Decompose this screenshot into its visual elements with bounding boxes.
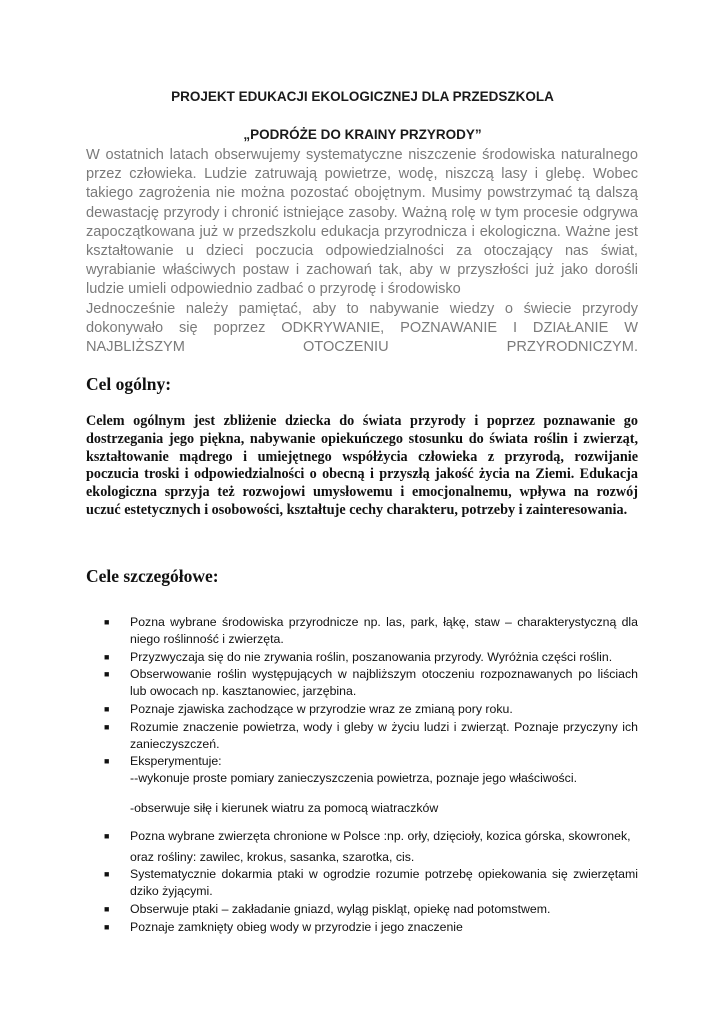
- list-item-text: Przyzwyczaja się do nie zrywania roślin, poszanowania przyrody. Wyróżnia części roślin.: [130, 649, 613, 664]
- list-item-text: Rozumie znaczenie powietrza, wody i gleby w życiu ludzi i zwierząt. Poznaje przyczyny ich zanieczyszczeń.: [130, 719, 638, 751]
- square-bullet-icon: ■: [104, 721, 110, 732]
- list-item: [104, 828, 638, 866]
- experiment-subitem-1: --wykonuje proste pomiary zanieczyszczenia powietrza, poznaje jego właściwości.: [130, 771, 577, 786]
- detailed-goals-heading: Cele szczegółowe:: [86, 566, 219, 586]
- square-bullet-icon: ■: [104, 651, 110, 662]
- list-item: [104, 719, 638, 753]
- list-item: [104, 919, 638, 936]
- square-bullet-icon: ■: [104, 756, 110, 767]
- intro-paragraph-2: Jednocześnie należy pamiętać, aby to nabywanie wiedzy o świecie przyrody dokonywało się poprzez ODKRYWANIE, POZNAWANIE I DZIAŁANIE W NAJBLIŻSZYM OTOCZENIU PRZYRODNICZYM.: [86, 300, 638, 356]
- list-item: [104, 649, 638, 666]
- list-item: [104, 614, 638, 648]
- general-goal-text: Celem ogólnym jest zbliżenie dziecka do świata przyrody i poprzez poznawanie go dostrzegania jego piękna, nabywanie opiekuńczego stosunku do świata roślin i zwierząt, kształtowanie mądrego i umiejętnego współżycia człowieka z przyrodą, rozwijanie poczucia troski i odpowiedzialności o obecną i przyszłą jakość życia na Ziemi. Edukacja ekologiczna sprzyja też rozwojowi umysłowemu i emocjonalnemu, wpływa na rozwój uczuć estetycznych i osobowości, kształtuje cechy charakteru, potrzeby i zainteresowania.: [86, 413, 638, 518]
- list-item-text: Obserwowanie roślin występujących w najbliższym otoczeniu rozpoznawanych po liściach lub owocach np. kasztanowiec, jarzębina.: [130, 667, 638, 699]
- document-subtitle: „PODRÓŻE DO KRAINY PRZYRODY”: [243, 127, 482, 142]
- list-item-text: Obserwuje ptaki – zakładanie gniazd, wyląg piskląt, opiekę nad potomstwem.: [130, 901, 551, 916]
- list-item-text: Pozna wybrane zwierzęta chronione w Polsce :np. orły, dzięcioły, kozica górska, skowronek,: [130, 828, 631, 843]
- list-item-text: Eksperymentuje:: [130, 754, 222, 769]
- list-item-text: Systematycznie dokarmia ptaki w ogrodzie rozumie potrzebę opiekowania się zwierzętami dziko żyjącymi.: [130, 867, 638, 899]
- detailed-goals-list: [104, 614, 638, 937]
- protected-plants-text: oraz rośliny: zawilec, krokus, sasanka, szarotka, cis.: [130, 849, 415, 864]
- list-item-text: Poznaje zjawiska zachodzące w przyrodzie wraz ze zmianą pory roku.: [130, 701, 513, 716]
- square-bullet-icon: ■: [104, 921, 110, 932]
- list-item-text: Poznaje zamknięty obieg wody w przyrodzie i jego znaczenie: [130, 919, 463, 934]
- square-bullet-icon: ■: [104, 903, 110, 914]
- square-bullet-icon: ■: [104, 669, 110, 680]
- experiment-subitem-2: -obserwuje siłę i kierunek wiatru za pomocą wiatraczków: [130, 800, 439, 815]
- general-goal-heading: Cel ogólny:: [86, 374, 172, 394]
- list-item: [104, 866, 638, 900]
- square-bullet-icon: ■: [104, 703, 110, 714]
- document-title: PROJEKT EDUKACJI EKOLOGICZNEJ DLA PRZEDSZKOLA: [171, 89, 554, 104]
- intro-section: [86, 146, 638, 357]
- intro-paragraph-1: W ostatnich latach obserwujemy systematyczne niszczenie środowiska naturalnego przez człowieka. Ludzie zatruwają powietrze, wodę, niszczą lasy i glebę. Wobec takiego zagrożenia nie można pozostać obojętnym. Musimy powstrzymać tą dalszą dewastację przyrody i chronić istniejące zasoby. Ważną rolę w tym procesie odgrywa zapoczątkowana już w przedszkolu edukacja przyrodnicza i ekologiczna. Ważne jest kształtowanie u dzieci poczucia odpowiedzialności za otoczający nas świat, wyrabianie właściwych postaw i zachowań tak, aby w przyszłości już jako dorośli ludzie umieli odpowiednio zadbać o przyrodę i środowisko: [86, 147, 638, 298]
- list-item: [104, 701, 638, 718]
- square-bullet-icon: ■: [104, 869, 110, 880]
- square-bullet-icon: ■: [104, 617, 110, 627]
- list-item: [104, 901, 638, 918]
- square-bullet-icon: ■: [104, 830, 110, 841]
- list-item: [104, 666, 638, 700]
- list-item: [104, 753, 638, 816]
- list-item-text: Pozna wybrane środowiska przyrodnicze np. las, park, łąkę, staw – charakterystyczną dla niego roślinność i zwierzęta.: [130, 615, 638, 646]
